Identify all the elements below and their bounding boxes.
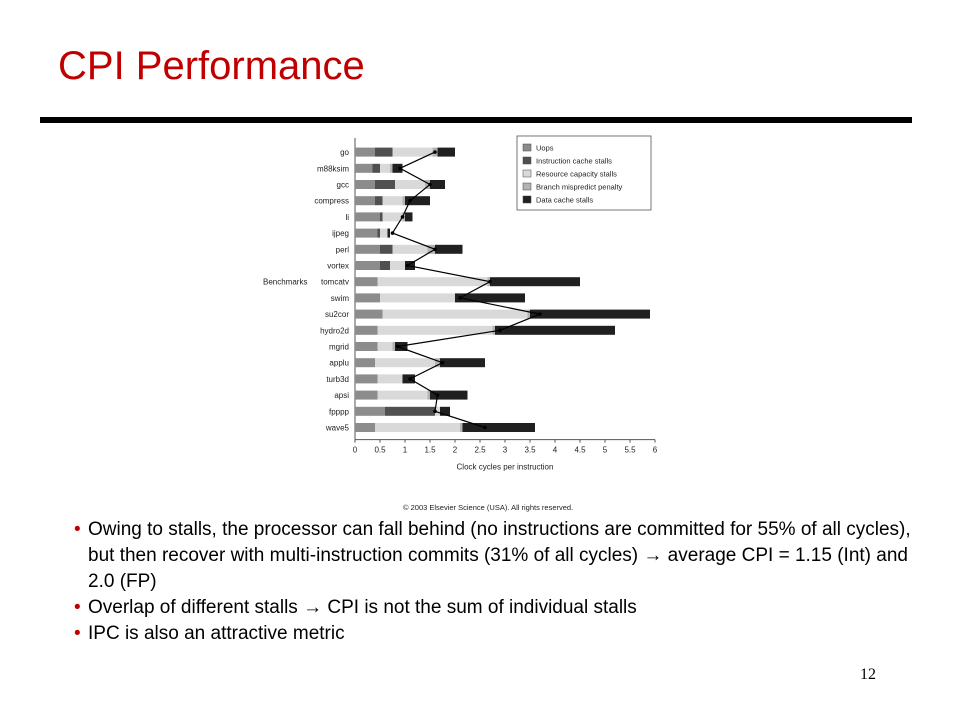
chart-copyright: © 2003 Elsevier Science (USA). All rights reserved. bbox=[403, 503, 574, 512]
bullet-text: IPC is also an attractive metric bbox=[88, 623, 345, 644]
bullet-text: Overlap of different stalls → CPI is not the sum of individual stalls bbox=[88, 597, 637, 618]
bullet-dot: • bbox=[74, 519, 81, 540]
bar-segment bbox=[373, 164, 381, 173]
y-tick-label: m88ksim bbox=[316, 164, 349, 174]
title-divider bbox=[40, 117, 912, 123]
cpi-point bbox=[396, 345, 400, 349]
cpi-point bbox=[483, 426, 487, 430]
x-tick-label: 1.5 bbox=[424, 445, 436, 455]
y-tick-label: li bbox=[345, 212, 349, 222]
bullet-dot: • bbox=[74, 597, 81, 618]
legend-swatch bbox=[523, 170, 531, 177]
bar-segment bbox=[393, 342, 396, 351]
bar-segment bbox=[355, 407, 385, 416]
bar-segment bbox=[395, 180, 425, 189]
bar-segment bbox=[355, 180, 375, 189]
legend-label: Uops bbox=[536, 143, 554, 153]
x-tick-label: 2 bbox=[452, 445, 458, 455]
bar-segment bbox=[355, 196, 375, 205]
x-axis-label: Clock cycles per instruction bbox=[456, 462, 554, 472]
cpi-point bbox=[458, 296, 462, 300]
cpi-point bbox=[408, 377, 412, 381]
bar-segment bbox=[390, 261, 405, 270]
cpi-point bbox=[428, 183, 432, 187]
bar-segment bbox=[355, 326, 378, 335]
x-tick-label: 0.5 bbox=[374, 445, 386, 455]
y-axis-label: Benchmarks bbox=[263, 277, 308, 287]
bar-segment bbox=[378, 229, 381, 238]
bar-segment bbox=[355, 245, 380, 254]
bar-segment bbox=[355, 148, 375, 157]
x-tick-label: 5.5 bbox=[624, 445, 636, 455]
cpi-chart bbox=[255, 130, 675, 520]
x-tick-label: 0 bbox=[352, 445, 358, 455]
bar-segment bbox=[375, 423, 460, 432]
bullet-item bbox=[74, 517, 934, 595]
legend-label: Branch mispredict penalty bbox=[536, 182, 623, 192]
bar-segment bbox=[493, 326, 496, 335]
y-tick-label: swim bbox=[330, 293, 349, 303]
bar-segment bbox=[380, 245, 393, 254]
legend-swatch bbox=[523, 144, 531, 151]
y-tick-label: tomcatv bbox=[320, 277, 349, 287]
bar-segment bbox=[393, 245, 428, 254]
cpi-point bbox=[436, 393, 440, 397]
bar-segment bbox=[380, 212, 383, 221]
bar-segment bbox=[355, 261, 380, 270]
bar-segment bbox=[405, 212, 413, 221]
cpi-point bbox=[498, 329, 502, 333]
bar-segment bbox=[430, 180, 445, 189]
x-tick-label: 4 bbox=[552, 445, 558, 455]
page-number: 12 bbox=[860, 666, 876, 683]
bar-segment bbox=[355, 374, 378, 383]
bar-segment bbox=[380, 229, 388, 238]
y-tick-label: mgrid bbox=[328, 342, 349, 352]
bar-segment bbox=[378, 342, 393, 351]
bar-segment bbox=[390, 164, 393, 173]
legend-swatch bbox=[523, 183, 531, 190]
x-tick-label: 3.5 bbox=[524, 445, 536, 455]
bar-segment bbox=[438, 148, 456, 157]
x-tick-label: 3 bbox=[502, 445, 508, 455]
bar-segment bbox=[355, 342, 378, 351]
y-tick-label: turb3d bbox=[326, 374, 349, 384]
cpi-point bbox=[488, 280, 492, 284]
y-tick-label: perl bbox=[335, 245, 349, 255]
bar-segment bbox=[388, 229, 391, 238]
cpi-chart-svg bbox=[255, 130, 675, 520]
bar-segment bbox=[460, 423, 463, 432]
bar-segment bbox=[383, 212, 403, 221]
legend-label: Resource capacity stalls bbox=[536, 169, 617, 179]
bar-segment bbox=[383, 310, 528, 319]
x-tick-label: 5 bbox=[602, 445, 608, 455]
bar-segment bbox=[355, 310, 383, 319]
bar-segment bbox=[378, 374, 403, 383]
legend-label: Data cache stalls bbox=[536, 195, 594, 205]
bar-segment bbox=[380, 261, 390, 270]
bar-segment bbox=[403, 196, 406, 205]
bar-segment bbox=[385, 407, 435, 416]
legend-label: Instruction cache stalls bbox=[536, 156, 612, 166]
bullet-item bbox=[74, 595, 934, 621]
legend-swatch bbox=[523, 157, 531, 164]
bullet-list bbox=[74, 517, 934, 647]
bar-segment bbox=[428, 391, 431, 400]
slide-title: CPI Performance bbox=[58, 44, 365, 88]
cpi-point bbox=[433, 410, 437, 414]
bar-segment bbox=[355, 229, 378, 238]
bar-segment bbox=[430, 391, 468, 400]
cpi-point bbox=[441, 361, 445, 365]
bar-segment bbox=[378, 391, 428, 400]
cpi-point bbox=[391, 231, 395, 235]
cpi-point bbox=[408, 199, 412, 203]
bar-segment bbox=[378, 326, 493, 335]
bar-segment bbox=[393, 148, 433, 157]
y-tick-label: hydro2d bbox=[320, 326, 349, 336]
bar-segment bbox=[440, 358, 485, 367]
bar-segment bbox=[495, 326, 615, 335]
y-tick-label: applu bbox=[329, 358, 349, 368]
bar-segment bbox=[380, 293, 455, 302]
bar-segment bbox=[383, 196, 403, 205]
x-tick-label: 1 bbox=[402, 445, 408, 455]
bar-segment bbox=[530, 310, 650, 319]
x-tick-label: 4.5 bbox=[574, 445, 586, 455]
y-tick-label: su2cor bbox=[324, 310, 349, 320]
bar-segment bbox=[490, 277, 580, 286]
bar-segment bbox=[355, 277, 378, 286]
bar-segment bbox=[375, 196, 383, 205]
bullet-dot: • bbox=[74, 623, 81, 644]
bar-segment bbox=[375, 180, 395, 189]
bar-segment bbox=[355, 212, 380, 221]
cpi-point bbox=[401, 215, 405, 219]
cpi-point bbox=[433, 248, 437, 252]
bar-segment bbox=[355, 358, 375, 367]
bullet-text: Owing to stalls, the processor can fall behind (no instructions are committed for 55% of all cycles), but then recover with multi-instruction commits (31% of all cycles) → average CPI = 1.15 (Int) and 2.0 (FP) bbox=[88, 519, 911, 592]
y-tick-label: compress bbox=[314, 196, 349, 206]
y-tick-label: wave5 bbox=[325, 423, 349, 433]
x-tick-label: 2.5 bbox=[474, 445, 486, 455]
cpi-point bbox=[538, 312, 542, 316]
bar-segment bbox=[375, 148, 393, 157]
cpi-point bbox=[406, 264, 410, 268]
bar-segment bbox=[355, 391, 378, 400]
bar-segment bbox=[380, 164, 390, 173]
bullet-item bbox=[74, 621, 934, 647]
bar-segment bbox=[355, 293, 380, 302]
cpi-point bbox=[433, 150, 437, 154]
y-tick-label: ijpeg bbox=[332, 229, 349, 239]
bar-segment bbox=[435, 245, 463, 254]
y-tick-label: apsi bbox=[334, 391, 349, 401]
y-tick-label: vortex bbox=[327, 261, 349, 271]
bar-segment bbox=[355, 164, 373, 173]
y-tick-label: go bbox=[340, 148, 349, 158]
bar-segment bbox=[375, 358, 435, 367]
cpi-point bbox=[398, 167, 402, 171]
bar-segment bbox=[528, 310, 531, 319]
legend-swatch bbox=[523, 196, 531, 203]
y-tick-label: gcc bbox=[336, 180, 349, 190]
x-tick-label: 6 bbox=[652, 445, 658, 455]
bar-segment bbox=[355, 423, 375, 432]
y-tick-label: fpppp bbox=[328, 407, 349, 417]
